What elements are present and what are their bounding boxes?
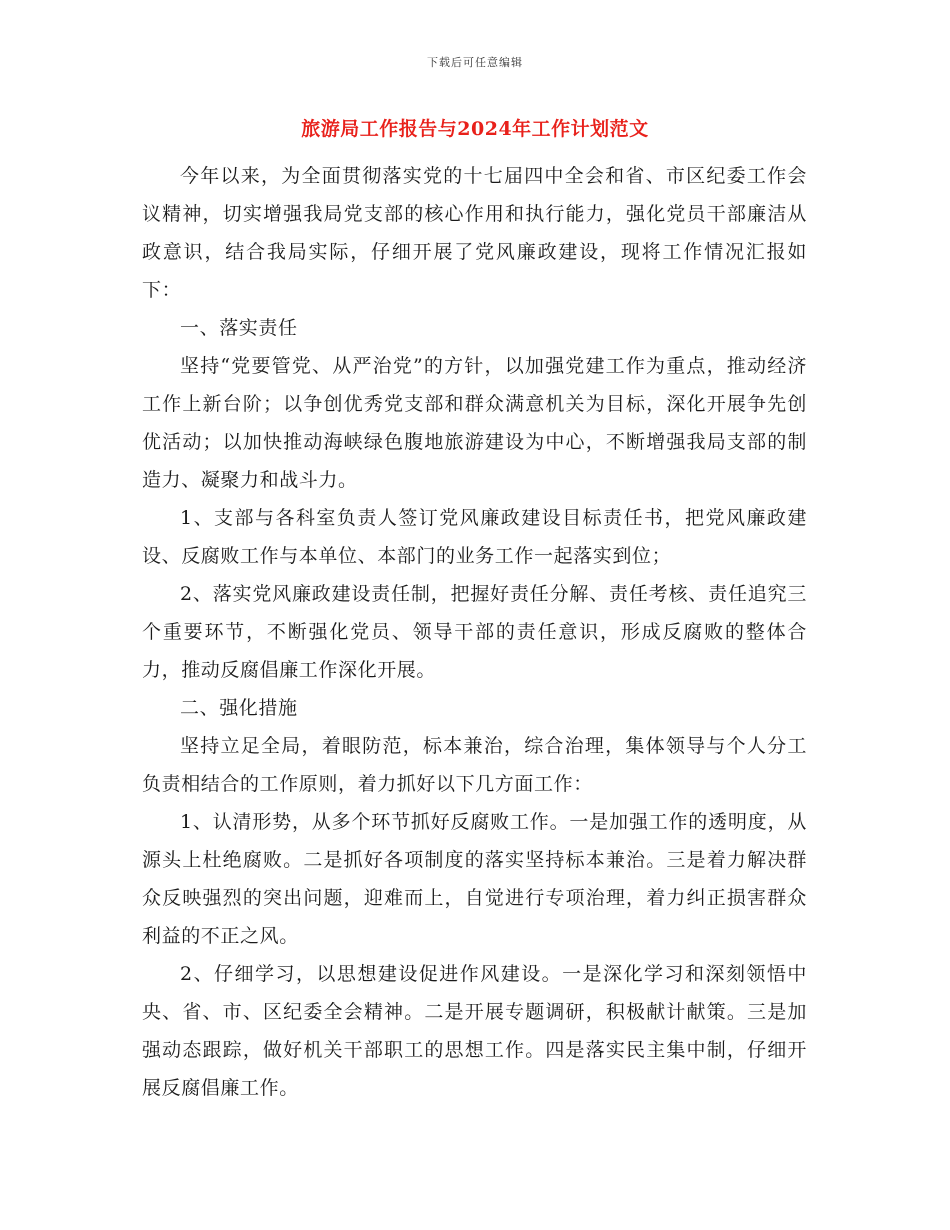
- paragraph: 2、仔细学习，以思想建设促进作风建设。一是深化学习和深刻领悟中央、省、市、区纪委全会精神。二是开展专题调研，积极献计献策。三是加强动态跟踪，做好机关干部职工的思想工作。四是落实民主集中制，仔细开展反腐倡廉工作。: [142, 963, 807, 1099]
- section-heading-1: 一、落实责任: [180, 317, 298, 339]
- paragraph: 坚持立足全局，着眼防范，标本兼治，综合治理，集体领导与个人分工负责相结合的工作原则，着力抓好以下几方面工作：: [142, 735, 807, 795]
- document-body: [142, 157, 807, 1107]
- paragraph: 1、认清形势，从多个环节抓好反腐败工作。一是加强工作的透明度，从源头上杜绝腐败。二是抓好各项制度的落实坚持标本兼治。三是着力解决群众反映强烈的突出问题，迎难而上，自觉进行专项治理，着力纠正损害群众利益的不正之风。: [142, 811, 807, 947]
- document-title: 旅游局工作报告与2024年工作计划范文: [301, 118, 649, 140]
- paragraph: 坚持“党要管党、从严治党”的方针，以加强党建工作为重点，推动经济工作上新台阶；以争创优秀党支部和群众满意机关为目标，深化开展争先创优活动；以加快推动海峡绿色腹地旅游建设为中心，不断增强我局支部的制造力、凝聚力和战斗力。: [142, 355, 807, 491]
- header-note: 下载后可任意编辑: [427, 56, 523, 69]
- paragraph: 2、落实党风廉政建设责任制，把握好责任分解、责任考核、责任追究三个重要环节，不断强化党员、领导干部的责任意识，形成反腐败的整体合力，推动反腐倡廉工作深化开展。: [142, 583, 807, 681]
- paragraph-intro: 今年以来，为全面贯彻落实党的十七届四中全会和省、市区纪委工作会议精神，切实增强我局党支部的核心作用和执行能力，强化党员干部廉洁从政意识，结合我局实际，仔细开展了党风廉政建设，现将工作情况汇报如下：: [142, 165, 807, 301]
- section-heading-2: 二、强化措施: [180, 697, 298, 719]
- paragraph: 1、支部与各科室负责人签订党风廉政建设目标责任书，把党风廉政建设、反腐败工作与本单位、本部门的业务工作一起落实到位；: [142, 507, 807, 567]
